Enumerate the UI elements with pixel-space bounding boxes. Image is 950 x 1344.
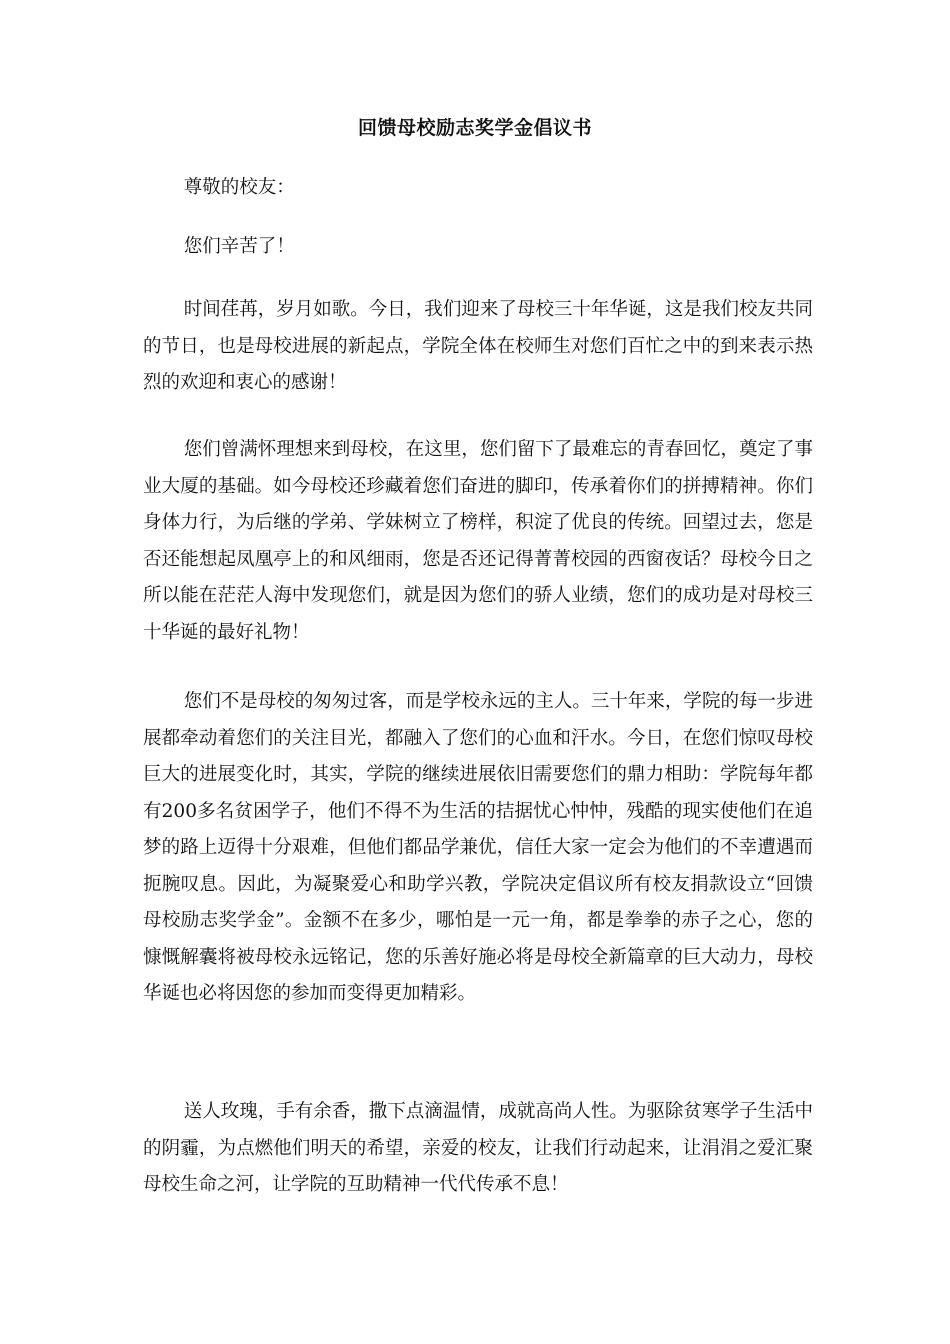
paragraph-3: 您们不是母校的匆匆过客，而是学校永远的主人。三十年来，学院的每一步进展都牵动着您们的关注目光，都融入了您们的心血和汗水。今日，在您们惊叹母校巨大的进展变化时，其实，学院的继续进展依旧需要您们的鼎力相助：学院每年都有200多名贫困学子，他们不得不为生活的拮据忧心忡忡，残酷的现实使他们在追梦的路上迈得十分艰难，但他们都品学兼优，信任大家一定会为他们的不幸遭遇而扼腕叹息。因此，为凝聚爱心和助学兴教，学院决定倡议所有校友捐款设立“回馈母校励志奖学金”。金额不在多少，哪怕是一元一角，都是拳拳的赤子之心，您的慷慨解囊将被母校永远铭记，您的乐善好施必将是母校全新篇章的巨大动力，母校华诞也必将因您的参加而变得更加精彩。: [143, 691, 813, 1004]
paragraph-2: 您们曾满怀理想来到母校，在这里，您们留下了最难忘的青春回忆，奠定了事业大厦的基础。如今母校还珍藏着您们奋进的脚印，传承着你们的拼搏精神。你们身体力行，为后继的学弟、学妹树立了榜样，积淀了优良的传统。回望过去，您是否还能想起凤凰亭上的和风细雨，您是否还记得菁菁校园的西窗夜话？母校今日之所以能在茫茫人海中发现您们，就是因为您们的骄人业绩，您们的成功是对母校三十华诞的最好礼物！: [143, 439, 813, 643]
paragraph-4: 送人玫瑰，手有余香，撒下点滴温情，成就高尚人性。为驱除贫寒学子生活中的阴霾，为点燃他们明天的希望，亲爱的校友，让我们行动起来，让涓涓之爱汇聚母校生命之河，让学院的互助精神一代代传承不息！: [143, 1101, 813, 1195]
greeting: 您们辛苦了！: [183, 236, 295, 257]
paragraph-1: 时间荏苒，岁月如歌。今日，我们迎来了母校三十年华诞，这是我们校友共同的节日，也是母校进展的新起点，学院全体在校师生对您们百忙之中的到来表示热烈的欢迎和衷心的感谢！: [143, 299, 813, 393]
salutation: 尊敬的校友：: [183, 177, 295, 198]
document-title: 回馈母校励志奖学金倡议书: [357, 117, 592, 139]
